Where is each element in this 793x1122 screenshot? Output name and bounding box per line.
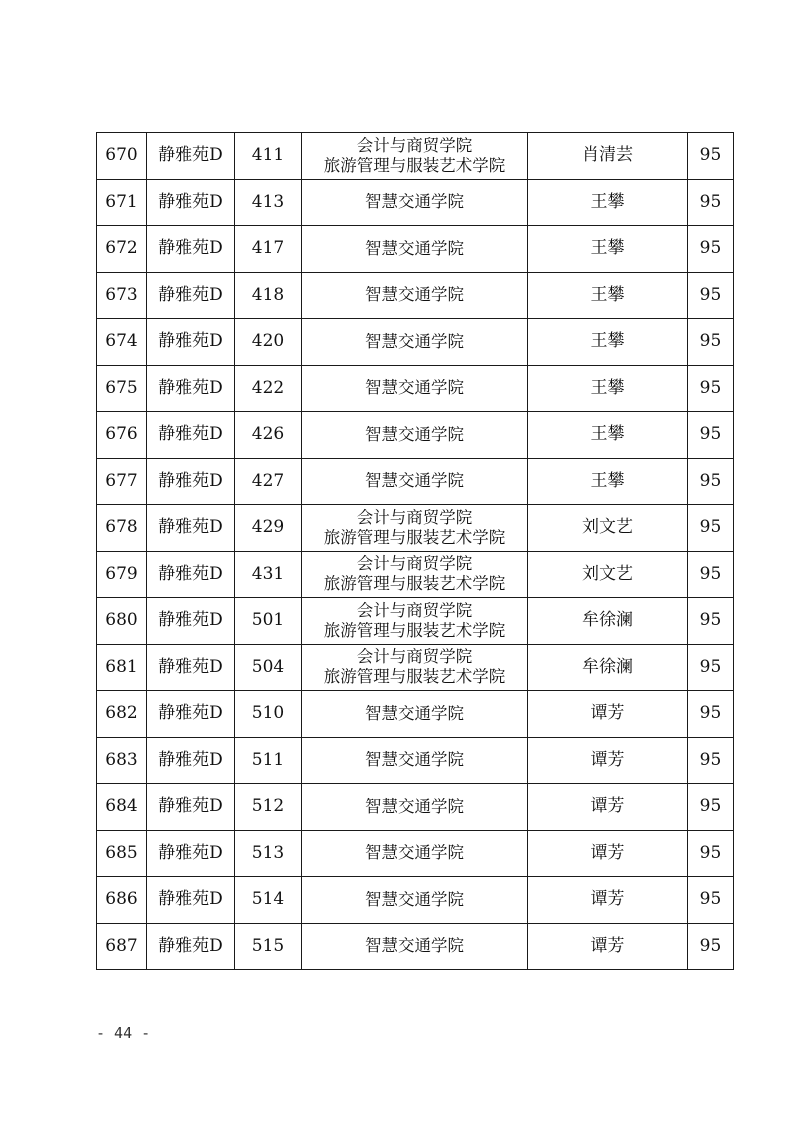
cell-score: 95 <box>688 830 734 877</box>
table-row <box>97 179 734 226</box>
cell-number: 677 <box>97 458 147 505</box>
cell-number: 676 <box>97 412 147 459</box>
college-name: 旅游管理与服装艺术学院 <box>323 667 506 687</box>
table-row <box>97 133 734 180</box>
cell-building: 静雅苑D <box>147 319 235 366</box>
cell-teacher: 王攀 <box>528 319 688 366</box>
cell-room: 417 <box>235 226 302 273</box>
cell-building: 静雅苑D <box>147 365 235 412</box>
table-row <box>97 644 734 691</box>
college-name: 会计与商贸学院 <box>356 135 473 155</box>
cell-building: 静雅苑D <box>147 226 235 273</box>
cell-score: 95 <box>688 179 734 226</box>
college-name: 智慧交通学院 <box>365 424 464 444</box>
cell-room: 422 <box>235 365 302 412</box>
cell-college <box>302 505 528 552</box>
cell-building: 静雅苑D <box>147 644 235 691</box>
cell-college <box>302 877 528 924</box>
cell-building: 静雅苑D <box>147 691 235 738</box>
table-row <box>97 412 734 459</box>
college-name: 智慧交通学院 <box>365 889 464 909</box>
table-row <box>97 784 734 831</box>
college-name: 会计与商贸学院 <box>356 554 473 574</box>
table-row <box>97 737 734 784</box>
cell-score: 95 <box>688 458 734 505</box>
cell-teacher: 王攀 <box>528 412 688 459</box>
table-row <box>97 877 734 924</box>
cell-teacher: 牟徐澜 <box>528 598 688 645</box>
cell-score: 95 <box>688 505 734 552</box>
table-row <box>97 365 734 412</box>
cell-number: 684 <box>97 784 147 831</box>
table-row <box>97 923 734 970</box>
college-name: 智慧交通学院 <box>365 471 464 491</box>
cell-teacher: 牟徐澜 <box>528 644 688 691</box>
cell-score: 95 <box>688 923 734 970</box>
table-row <box>97 830 734 877</box>
college-name: 旅游管理与服装艺术学院 <box>323 620 506 640</box>
cell-score: 95 <box>688 784 734 831</box>
cell-college <box>302 226 528 273</box>
cell-building: 静雅苑D <box>147 179 235 226</box>
cell-college <box>302 737 528 784</box>
cell-college <box>302 272 528 319</box>
cell-score: 95 <box>688 365 734 412</box>
college-name: 会计与商贸学院 <box>356 600 473 620</box>
cell-college <box>302 551 528 598</box>
cell-building: 静雅苑D <box>147 877 235 924</box>
college-name: 智慧交通学院 <box>365 796 464 816</box>
cell-college <box>302 644 528 691</box>
cell-room: 429 <box>235 505 302 552</box>
cell-building: 静雅苑D <box>147 551 235 598</box>
cell-number: 672 <box>97 226 147 273</box>
table-row <box>97 551 734 598</box>
table-row <box>97 691 734 738</box>
cell-college <box>302 923 528 970</box>
cell-number: 685 <box>97 830 147 877</box>
cell-college <box>302 319 528 366</box>
cell-number: 670 <box>97 133 147 180</box>
college-name: 智慧交通学院 <box>365 331 464 351</box>
cell-score: 95 <box>688 226 734 273</box>
cell-teacher: 谭芳 <box>528 784 688 831</box>
cell-building: 静雅苑D <box>147 505 235 552</box>
cell-college <box>302 691 528 738</box>
cell-score: 95 <box>688 319 734 366</box>
cell-teacher: 刘文艺 <box>528 551 688 598</box>
college-name: 旅游管理与服装艺术学院 <box>323 527 506 547</box>
cell-college <box>302 784 528 831</box>
cell-college <box>302 598 528 645</box>
cell-college <box>302 412 528 459</box>
page-number: - 44 - <box>96 1024 151 1042</box>
college-name: 智慧交通学院 <box>365 750 464 770</box>
cell-number: 680 <box>97 598 147 645</box>
cell-teacher: 刘文艺 <box>528 505 688 552</box>
cell-score: 95 <box>688 737 734 784</box>
cell-building: 静雅苑D <box>147 923 235 970</box>
college-name: 旅游管理与服装艺术学院 <box>323 574 506 594</box>
college-name: 智慧交通学院 <box>365 378 464 398</box>
cell-number: 683 <box>97 737 147 784</box>
cell-score: 95 <box>688 644 734 691</box>
cell-building: 静雅苑D <box>147 830 235 877</box>
cell-teacher: 谭芳 <box>528 830 688 877</box>
cell-room: 510 <box>235 691 302 738</box>
cell-room: 504 <box>235 644 302 691</box>
college-name: 智慧交通学院 <box>365 192 464 212</box>
table-row <box>97 505 734 552</box>
cell-score: 95 <box>688 551 734 598</box>
cell-teacher: 谭芳 <box>528 923 688 970</box>
college-name: 智慧交通学院 <box>365 936 464 956</box>
college-name: 智慧交通学院 <box>365 703 464 723</box>
cell-number: 671 <box>97 179 147 226</box>
cell-score: 95 <box>688 691 734 738</box>
cell-score: 95 <box>688 272 734 319</box>
table-row <box>97 458 734 505</box>
cell-college <box>302 365 528 412</box>
cell-teacher: 王攀 <box>528 272 688 319</box>
cell-building: 静雅苑D <box>147 458 235 505</box>
cell-teacher: 谭芳 <box>528 877 688 924</box>
cell-college <box>302 133 528 180</box>
cell-score: 95 <box>688 133 734 180</box>
cell-college <box>302 458 528 505</box>
cell-room: 501 <box>235 598 302 645</box>
cell-teacher: 王攀 <box>528 226 688 273</box>
cell-number: 674 <box>97 319 147 366</box>
college-name: 会计与商贸学院 <box>356 647 473 667</box>
table-row <box>97 226 734 273</box>
cell-building: 静雅苑D <box>147 412 235 459</box>
college-name: 智慧交通学院 <box>365 285 464 305</box>
cell-room: 431 <box>235 551 302 598</box>
cell-number: 682 <box>97 691 147 738</box>
cell-building: 静雅苑D <box>147 598 235 645</box>
cell-room: 418 <box>235 272 302 319</box>
cell-college <box>302 179 528 226</box>
cell-teacher: 王攀 <box>528 179 688 226</box>
cell-teacher: 谭芳 <box>528 737 688 784</box>
cell-room: 420 <box>235 319 302 366</box>
college-name: 会计与商贸学院 <box>356 507 473 527</box>
college-name: 旅游管理与服装艺术学院 <box>323 155 506 175</box>
cell-room: 514 <box>235 877 302 924</box>
cell-score: 95 <box>688 598 734 645</box>
college-name: 智慧交通学院 <box>365 843 464 863</box>
cell-room: 512 <box>235 784 302 831</box>
college-name: 智慧交通学院 <box>365 238 464 258</box>
cell-number: 673 <box>97 272 147 319</box>
cell-teacher: 谭芳 <box>528 691 688 738</box>
cell-room: 513 <box>235 830 302 877</box>
table-body <box>97 133 734 970</box>
cell-college <box>302 830 528 877</box>
cell-teacher: 肖清芸 <box>528 133 688 180</box>
cell-building: 静雅苑D <box>147 737 235 784</box>
cell-room: 515 <box>235 923 302 970</box>
cell-number: 687 <box>97 923 147 970</box>
cell-room: 411 <box>235 133 302 180</box>
dormitory-table <box>96 132 734 970</box>
cell-number: 679 <box>97 551 147 598</box>
cell-building: 静雅苑D <box>147 133 235 180</box>
cell-building: 静雅苑D <box>147 272 235 319</box>
cell-room: 413 <box>235 179 302 226</box>
cell-number: 675 <box>97 365 147 412</box>
cell-room: 427 <box>235 458 302 505</box>
table-row <box>97 319 734 366</box>
cell-number: 686 <box>97 877 147 924</box>
cell-number: 678 <box>97 505 147 552</box>
cell-teacher: 王攀 <box>528 365 688 412</box>
cell-building: 静雅苑D <box>147 784 235 831</box>
cell-teacher: 王攀 <box>528 458 688 505</box>
cell-room: 511 <box>235 737 302 784</box>
cell-number: 681 <box>97 644 147 691</box>
table-row <box>97 598 734 645</box>
cell-score: 95 <box>688 412 734 459</box>
cell-score: 95 <box>688 877 734 924</box>
cell-room: 426 <box>235 412 302 459</box>
table-row <box>97 272 734 319</box>
